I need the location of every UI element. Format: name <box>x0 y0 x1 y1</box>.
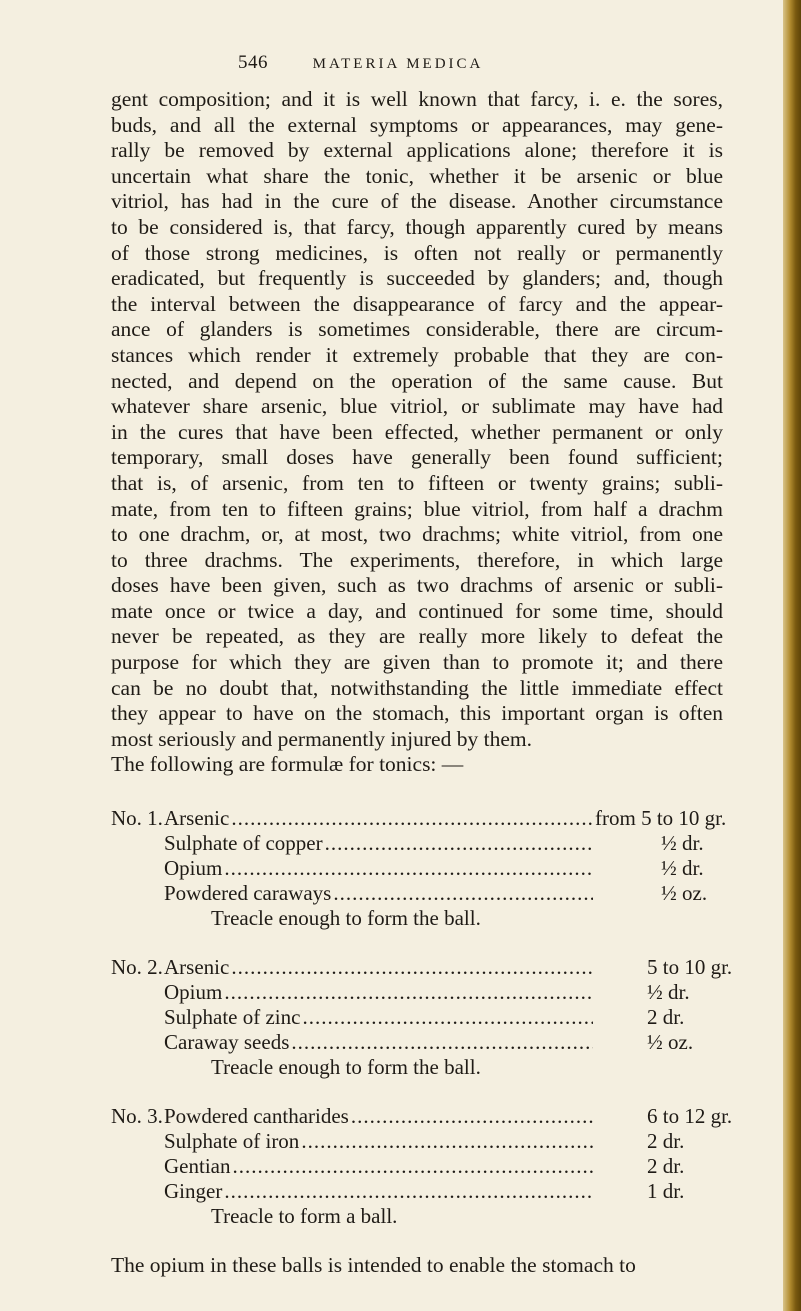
ingredient-quantity: 5 to 10 gr. <box>647 955 733 980</box>
text-line: nected, and depend on the operation of the same cause. But <box>111 368 723 393</box>
formula-row <box>111 1104 733 1129</box>
text-line: temporary, small doses have generally been found sufficient; <box>111 445 723 470</box>
text-line: to one drachm, or, at most, two drachms; white vitriol, from one <box>111 522 723 547</box>
ingredient-name: Opium <box>164 856 223 881</box>
dot-leader <box>232 1154 593 1179</box>
formula-number: No. 2. <box>111 955 163 980</box>
formula-row <box>111 1005 723 1030</box>
formula-note: Treacle enough to form the ball. <box>211 1055 481 1080</box>
ingredient-quantity: 2 dr. <box>647 1129 685 1154</box>
formula-row <box>111 1179 723 1204</box>
dot-leader <box>325 831 593 856</box>
dot-leader <box>333 881 593 906</box>
ingredient-name: Sulphate of zinc <box>164 1005 301 1030</box>
dot-leader <box>224 980 593 1005</box>
ingredient-quantity: ½ dr. <box>647 980 690 1005</box>
page-number: 546 <box>238 52 268 73</box>
main-paragraph <box>111 87 723 778</box>
formula-row <box>111 955 733 980</box>
text-line: rally be removed by external applications alone; therefore it is <box>111 138 723 163</box>
body-text <box>111 87 733 1279</box>
page-gilt-edge <box>783 0 801 1311</box>
dot-leader <box>301 1129 593 1154</box>
dot-leader <box>351 1104 593 1129</box>
text-line: that is, of arsenic, from ten to fifteen or twenty grains; subli- <box>111 470 723 495</box>
text-line: whatever share arsenic, blue vitriol, or sublimate may have had <box>111 394 723 419</box>
text-line: can be no doubt that, notwithstanding the little immediate effect <box>111 675 723 700</box>
text-line: buds, and all the external symptoms or appearances, may gene- <box>111 112 723 137</box>
text-line: in the cures that have been effected, whether permanent or only <box>111 419 723 444</box>
text-line: to be considered is, that farcy, though apparently cured by means <box>111 214 723 239</box>
formula-list <box>111 806 733 1229</box>
text-line: the interval between the disappearance of farcy and the appear- <box>111 291 723 316</box>
formula-row <box>111 1154 723 1179</box>
text-line: ance of glanders is sometimes considerable, there are circum- <box>111 317 723 342</box>
ingredient-name: Opium <box>164 980 223 1005</box>
formula-1 <box>111 806 727 931</box>
running-title: MATERIA MEDICA <box>312 56 484 72</box>
ingredient-quantity: 6 to 12 gr. <box>647 1104 733 1129</box>
ingredient-quantity: 2 dr. <box>647 1005 685 1030</box>
dot-leader <box>291 1030 593 1055</box>
text-line: purpose for which they are given than to promote it; and there <box>111 650 723 675</box>
ingredient-name: Caraway seeds <box>164 1030 290 1055</box>
closing-line <box>111 1253 723 1279</box>
ingredient-quantity: ½ oz. <box>661 881 708 906</box>
page-header <box>238 52 558 82</box>
text-line: mate, from ten to fifteen grains; blue vitriol, from half a drachm <box>111 496 723 521</box>
ingredient-name: Arsenic <box>164 806 230 831</box>
ingredient-quantity: ½ dr. <box>661 831 704 856</box>
text-line: mate once or twice a day, and continued for some time, should <box>111 598 723 623</box>
formula-row <box>111 1129 723 1154</box>
text-line: doses have been given, such as two drachms of arsenic or subli- <box>111 573 723 598</box>
ingredient-quantity: from 5 to 10 gr. <box>595 806 727 831</box>
ingredient-name: Ginger <box>164 1179 223 1204</box>
dot-leader <box>224 856 593 881</box>
ingredient-name: Sulphate of copper <box>164 831 323 856</box>
formula-row <box>111 806 727 831</box>
formula-row <box>111 831 723 856</box>
formula-3 <box>111 1104 733 1229</box>
dot-leader <box>302 1005 593 1030</box>
text-line: to three drachms. The experiments, therefore, in which large <box>111 547 723 572</box>
ingredient-name: Powdered cantharides <box>164 1104 349 1129</box>
formula-row <box>111 1030 723 1055</box>
ingredient-name: Arsenic <box>164 955 230 980</box>
formula-row <box>111 881 723 906</box>
dot-leader <box>231 806 593 831</box>
ingredient-quantity: ½ oz. <box>647 1030 694 1055</box>
ingredient-name: Sulphate of iron <box>164 1129 300 1154</box>
formula-number: No. 1. <box>111 806 163 831</box>
text-line: of those strong medicines, is often not really or permanently <box>111 240 723 265</box>
formula-row <box>111 980 723 1005</box>
formula-note: Treacle to form a ball. <box>211 1204 398 1229</box>
text-line: The following are formulæ for tonics: — <box>111 752 464 777</box>
text-line: The opium in these balls is intended to enable the stomach to <box>111 1253 636 1278</box>
text-line: gent composition; and it is well known that farcy, i. e. the sores, <box>111 87 723 111</box>
dot-leader <box>224 1179 593 1204</box>
text-line: they appear to have on the stomach, this important organ is often <box>111 701 723 726</box>
formula-number: No. 3. <box>111 1104 163 1129</box>
formula-row <box>111 856 723 881</box>
formula-note: Treacle enough to form the ball. <box>211 906 481 931</box>
ingredient-quantity: 2 dr. <box>647 1154 685 1179</box>
ingredient-quantity: ½ dr. <box>661 856 704 881</box>
ingredient-name: Powdered caraways <box>164 881 332 906</box>
text-line: never be repeated, as they are really more likely to defeat the <box>111 624 723 649</box>
text-line: eradicated, but frequently is succeeded by glanders; and, though <box>111 266 723 291</box>
dot-leader <box>231 955 593 980</box>
text-line: uncertain what share the tonic, whether it be arsenic or blue <box>111 163 723 188</box>
text-line: most seriously and permanently injured by them. <box>111 726 532 751</box>
ingredient-quantity: 1 dr. <box>647 1179 685 1204</box>
text-line: stances which render it extremely probable that they are con- <box>111 342 723 367</box>
text-line: vitriol, has had in the cure of the disease. Another circumstance <box>111 189 723 214</box>
ingredient-name: Gentian <box>164 1154 231 1179</box>
formula-2 <box>111 955 733 1080</box>
